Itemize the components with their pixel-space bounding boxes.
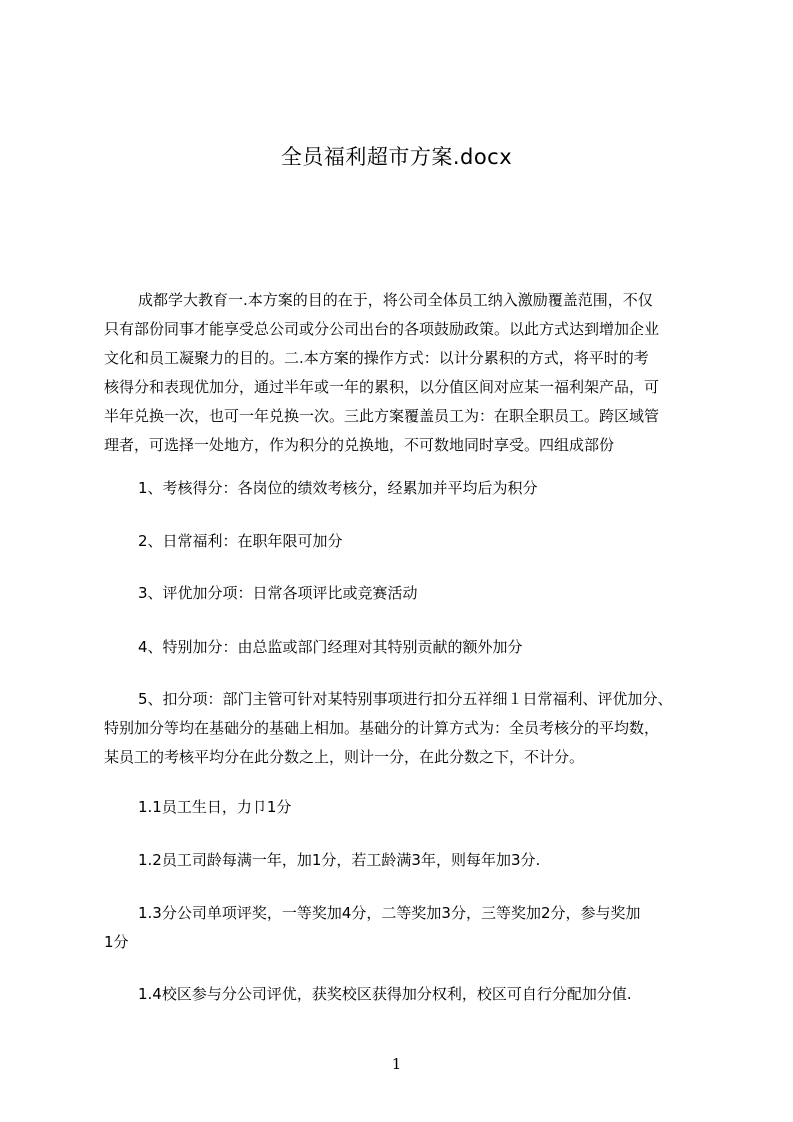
intro-line: 只有部份同事才能享受总公司或分公司出台的各项鼓励政策。以此方式达到增加企业 [104,320,660,338]
intro-line: 文化和员工凝聚力的目的。二.本方案的操作方式：以计分累积的方式，将平时的考 [104,349,649,367]
deduction-line: 5、扣分项：部门主管可针对某特别事项进行扣分五祥细１日常福利、评优加分、 [138,690,673,708]
sub-item-awards [104,899,704,957]
page-number: 1 [391,1055,402,1073]
list-item: 4、特别加分：由总监或部门经理对其特别贡献的额外加分 [138,638,523,656]
intro-line: 理者，可选择一处地方，作为积分的兑换地，不可数地同时享受。四组成部份 [104,436,615,454]
deduction-line: 某员工的考核平均分在此分数之上，则计一分，在此分数之下，不计分。 [104,748,585,766]
sub-item-awards-line: 1.3分公司单项评奖，一等奖加4分，二等奖加3分，三等奖加2分，参与奖加 [138,904,641,922]
intro-line: 成都学大教育一.本方案的目的在于，将公司全体员工纳入激励覆盖范围，不仅 [138,291,653,309]
sub-item-campus: 1.4校区参与分公司评优，获奖校区获得加分权利，校区可自行分配加分值. [138,985,632,1003]
deduction-paragraph [104,685,704,772]
intro-line: 半年兑换一次，也可一年兑换一次。三此方案覆盖员工为：在职全职员工。跨区域管 [104,407,660,425]
intro-paragraph [104,286,702,460]
sub-item-seniority: 1.2员工司龄每满一年，加1分，若工龄满3年，则每年加3分. [138,851,541,869]
intro-line: 核得分和表现优加分，通过半年或一年的累积，以分值区间对应某一福利架产品，可 [104,378,660,396]
list-item: 3、评优加分项：日常各项评比或竞赛活动 [138,584,418,602]
sub-item-awards-line: 1分 [104,933,129,951]
list-item: 1、考核得分：各岗位的绩效考核分，经累加并平均后为积分 [138,479,538,497]
list-item: 2、日常福利：在职年限可加分 [138,532,343,550]
sub-item-birthday: 1.1员工生日，力卩1分 [138,798,292,816]
document-title: 全员福利超市方案.docx [280,145,513,169]
deduction-line: 特别加分等均在基础分的基础上相加。基础分的计算方式为：全员考核分的平均数， [104,719,660,737]
